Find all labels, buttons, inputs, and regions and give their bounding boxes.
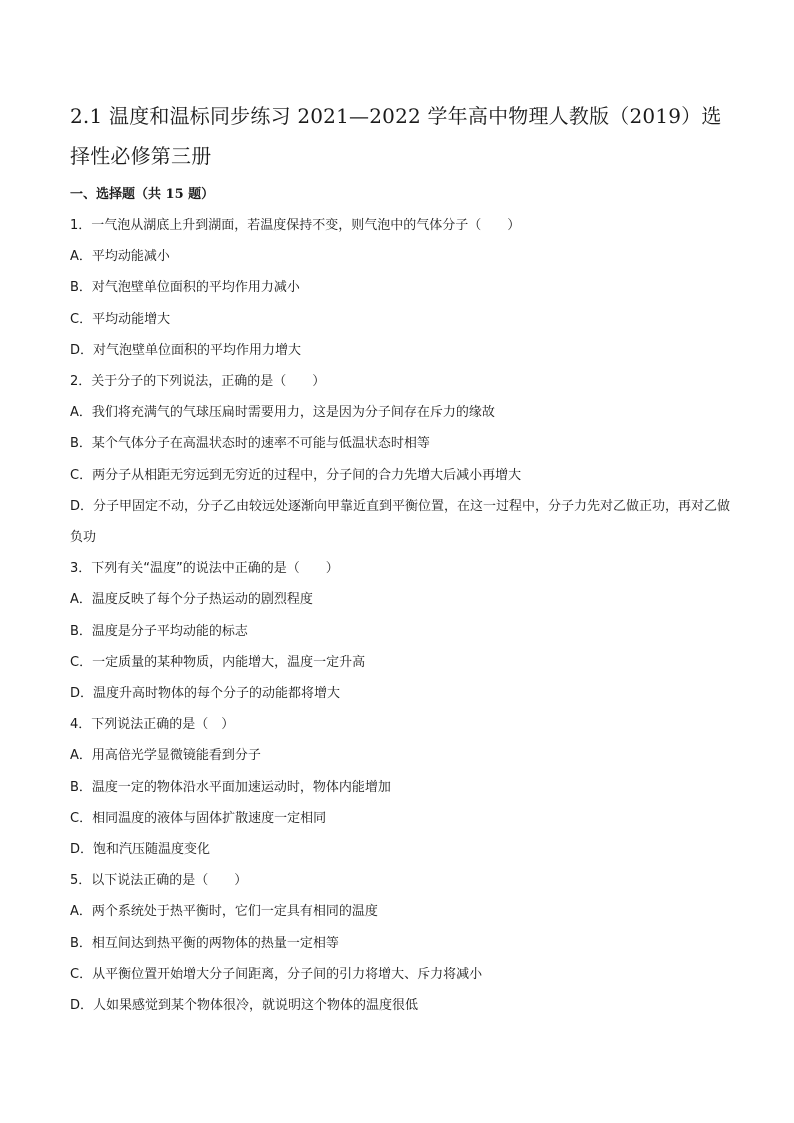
- option-b: B．对气泡壁单位面积的平均作用力减小: [70, 280, 300, 296]
- question-3: [70, 553, 730, 709]
- option-d: D．对气泡壁单位面积的平均作用力增大: [70, 342, 302, 358]
- option-b: B．某个气体分子在高温状态时的速率不可能与低温状态时相等: [70, 436, 430, 452]
- option-d: D．分子甲固定不动，分子乙由较远处逐渐向甲靠近直到平衡位置，在这一过程中，分子力先对乙做正功，再对乙做负功: [70, 498, 731, 546]
- option-b: B．相互间达到热平衡的两物体的热量一定相等: [70, 935, 339, 951]
- question-stem: 4．下列说法正确的是（ ）: [70, 717, 235, 733]
- question-stem: 3．下列有关“温度”的说法中正确的是（ ）: [70, 561, 339, 577]
- option-c: C．相同温度的液体与固体扩散速度一定相同: [70, 810, 327, 826]
- question-2: [70, 366, 730, 553]
- option-b: B．温度是分子平均动能的标志: [70, 623, 248, 639]
- option-c: C．平均动能增大: [70, 311, 171, 327]
- option-a: A．两个系统处于热平衡时，它们一定具有相同的温度: [70, 904, 378, 920]
- question-1: [70, 210, 730, 366]
- option-a: A．温度反映了每个分子热运动的剧烈程度: [70, 592, 313, 608]
- option-a: A．用高倍光学显微镜能看到分子: [70, 748, 261, 764]
- option-c: C．从平衡位置开始增大分子间距离，分子间的引力将增大、斥力将减小: [70, 966, 483, 982]
- option-b: B．温度一定的物体沿水平面加速运动时，物体内能增加: [70, 779, 391, 795]
- document-title: 2.1 温度和温标同步练习 2021—2022 学年高中物理人教版（2019）选择性必修第三册: [70, 104, 722, 168]
- document-page: [70, 96, 730, 1021]
- option-c: C．一定质量的某种物质，内能增大，温度一定升高: [70, 654, 366, 670]
- option-c: C．两分子从相距无穷远到无穷近的过程中，分子间的合力先增大后减小再增大: [70, 467, 522, 483]
- question-4: [70, 709, 730, 865]
- section-heading: 一、选择题（共 15 题）: [70, 187, 215, 202]
- option-a: A．我们将充满气的气球压扁时需要用力，这是因为分子间存在斥力的缘故: [70, 405, 495, 421]
- question-stem: 2．关于分子的下列说法，正确的是（ ）: [70, 374, 326, 390]
- question-stem: 5．以下说法正确的是（ ）: [70, 873, 248, 889]
- option-d: D．人如果感觉到某个物体很冷，就说明这个物体的温度很低: [70, 998, 419, 1014]
- option-a: A．平均动能减小: [70, 249, 170, 265]
- question-stem: 1．一气泡从湖底上升到湖面，若温度保持不变，则气泡中的气体分子（ ）: [70, 218, 521, 233]
- option-d: D．温度升高时物体的每个分子的动能都将增大: [70, 686, 341, 702]
- question-5: [70, 865, 730, 1021]
- option-d: D．饱和汽压随温度变化: [70, 842, 211, 858]
